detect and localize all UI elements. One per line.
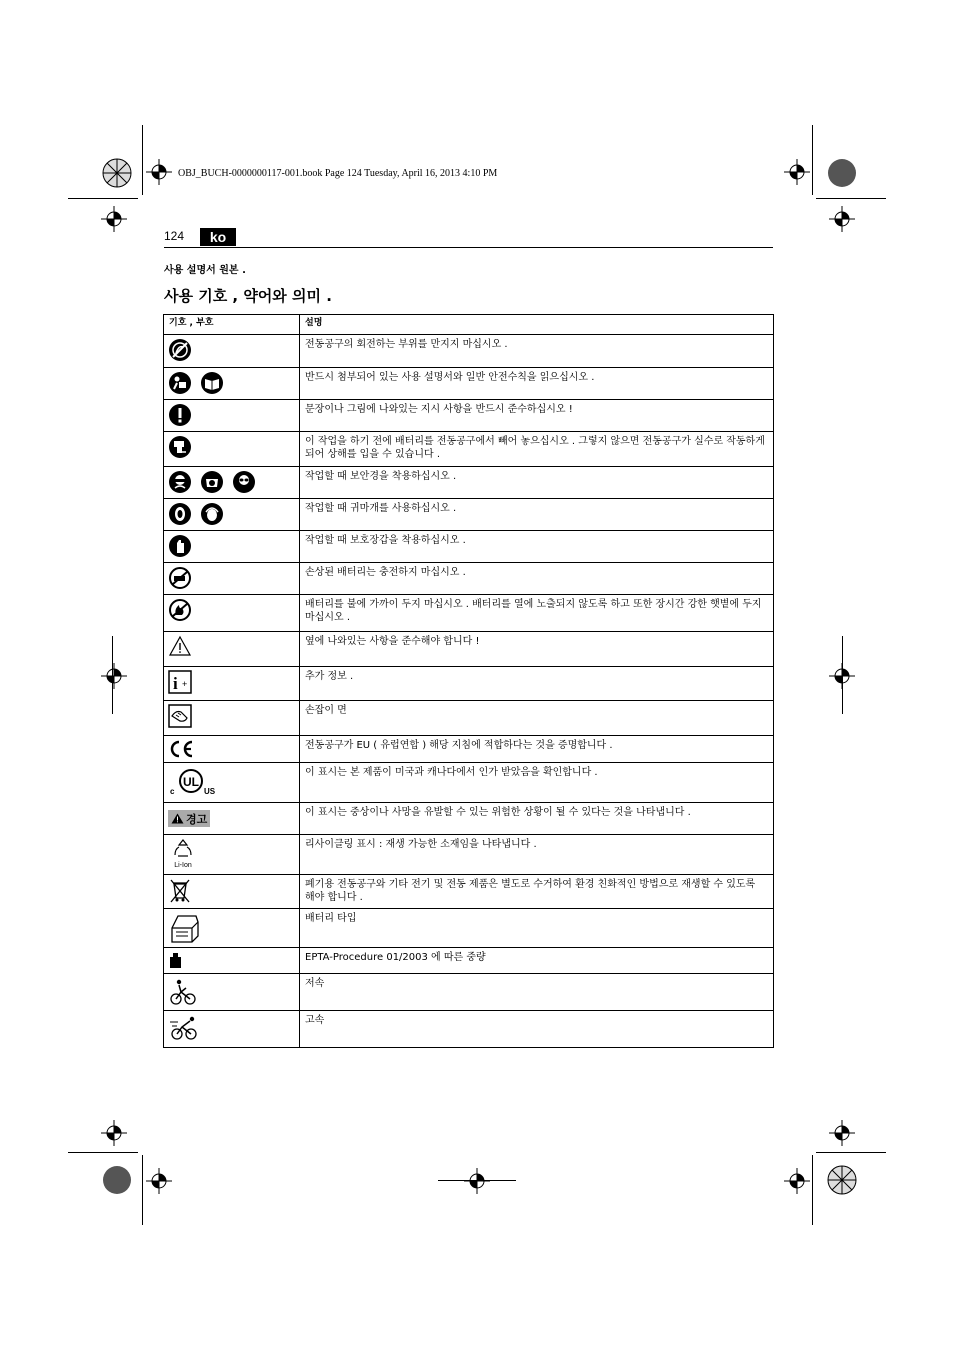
language-badge: ko xyxy=(200,228,236,246)
row-description: 전동공구가 EU ( 유럽연합 ) 해당 지침에 적합하다는 것을 증명합니다 . xyxy=(300,736,774,763)
color-bar-wheel-icon xyxy=(100,156,134,190)
recycling-li-ion-icon xyxy=(168,838,198,870)
low-speed-bicycle-icon xyxy=(168,977,198,1007)
manual-book-icon xyxy=(200,371,224,395)
crosshair-icon xyxy=(144,157,174,187)
header-rule xyxy=(164,247,773,248)
row-description: EPTA-Procedure 01/2003 에 따른 중량 xyxy=(300,948,774,974)
table-header-row xyxy=(164,315,774,335)
row-description: 손잡이 면 xyxy=(300,701,774,736)
svg-text:UL: UL xyxy=(183,775,199,789)
ear-protection-icon xyxy=(168,502,192,526)
weee-bin-icon xyxy=(168,878,192,904)
grip-surface-icon xyxy=(168,704,192,728)
crop-line xyxy=(112,636,113,714)
crop-line xyxy=(842,636,843,714)
row-description: 손상된 배터리는 충전하지 마십시오 . xyxy=(300,563,774,595)
section-title: 사용 기호 , 약어와 의미 . xyxy=(164,287,332,305)
symbols-table xyxy=(163,314,774,1048)
battery-pack-icon xyxy=(168,912,202,944)
crop-line xyxy=(816,198,886,199)
crosshair-icon xyxy=(99,661,129,691)
table-row xyxy=(164,763,774,803)
table-row xyxy=(164,948,774,974)
crop-line xyxy=(438,1180,516,1181)
safety-goggles-icon xyxy=(168,470,192,494)
row-description: 문장이나 그림에 나와있는 지시 사항을 반드시 준수하십시오 ! xyxy=(300,400,774,432)
read-manual-icon xyxy=(168,371,192,395)
crop-line xyxy=(68,198,138,199)
crop-line xyxy=(812,125,813,195)
no-charge-damaged-battery-icon xyxy=(168,566,192,590)
header-description: 설명 xyxy=(300,315,774,335)
face-shield-icon xyxy=(200,470,224,494)
warning-label-icon xyxy=(168,810,210,827)
warning-label-text: 경고 xyxy=(186,812,208,826)
crosshair-icon xyxy=(144,1166,174,1196)
crop-line xyxy=(142,125,143,195)
table-row xyxy=(164,499,774,531)
table-row xyxy=(164,875,774,909)
cul-us-mark-icon xyxy=(168,766,216,798)
row-description: 배터리 타입 xyxy=(300,909,774,948)
crosshair-icon xyxy=(462,1166,492,1196)
svg-text:+: + xyxy=(182,679,188,689)
no-fire-heat-icon xyxy=(168,598,192,622)
crosshair-icon xyxy=(99,204,129,234)
row-description: 이 표시는 본 제품이 미국과 캐나다에서 인가 받았음을 확인합니다 . xyxy=(300,763,774,803)
header-symbol: 기호 , 부호 xyxy=(164,315,300,335)
row-description: 반드시 첨부되어 있는 사용 설명서와 일반 안전수칙을 읽으십시오 . xyxy=(300,368,774,400)
warning-triangle-small-icon xyxy=(171,813,184,824)
protective-gloves-icon xyxy=(168,534,192,558)
table-row xyxy=(164,632,774,667)
print-info: OBJ_BUCH-0000000117-001.book Page 124 Tuesday, April 16, 2013 4:10 PM xyxy=(178,168,498,179)
crop-line xyxy=(816,1152,886,1153)
li-ion-label: Li-Ion xyxy=(174,862,192,869)
crop-line xyxy=(142,1155,143,1225)
table-row xyxy=(164,803,774,835)
row-description: 저속 xyxy=(300,974,774,1011)
color-bar-wheel-icon xyxy=(825,1163,859,1197)
info-icon xyxy=(168,670,192,694)
ear-muffs-icon xyxy=(200,502,224,526)
svg-text:c: c xyxy=(170,787,175,796)
row-description: 옆에 나와있는 사항을 준수해야 합니다 ! xyxy=(300,632,774,667)
table-row xyxy=(164,736,774,763)
crosshair-icon xyxy=(827,204,857,234)
row-description: 이 표시는 중상이나 사망을 유발할 수 있는 위험한 상황이 될 수 있다는 것을 나타냅니다 . xyxy=(300,803,774,835)
remove-battery-icon xyxy=(168,435,192,459)
table-row xyxy=(164,400,774,432)
table-row xyxy=(164,335,774,368)
table-row xyxy=(164,835,774,875)
recycling-arrows-icon xyxy=(172,838,194,858)
row-description: 이 작업을 하기 전에 배터리를 전동공구에서 빼어 놓으십시오 . 그렇지 않으면 전동공구가 실수로 작동하게 되어 상해를 입을 수 있습니다 . xyxy=(300,432,774,467)
table-row xyxy=(164,974,774,1011)
table-row xyxy=(164,531,774,563)
crop-line xyxy=(812,1155,813,1225)
crosshair-icon xyxy=(782,157,812,187)
svg-text:i: i xyxy=(173,674,178,693)
gray-density-circle-icon xyxy=(100,1163,134,1197)
row-description: 작업할 때 귀마개를 사용하십시오 . xyxy=(300,499,774,531)
row-description: 리사이클링 표시 : 재생 가능한 소재임을 나타냅니다 . xyxy=(300,835,774,875)
crop-line xyxy=(68,1152,138,1153)
row-description: 작업할 때 보안경을 착용하십시오 . xyxy=(300,467,774,499)
table-row xyxy=(164,368,774,400)
table-row xyxy=(164,1011,774,1048)
row-description: 전동공구의 회전하는 부위를 만지지 마십시오 . xyxy=(300,335,774,368)
row-description: 추가 정보 . xyxy=(300,667,774,701)
table-row xyxy=(164,667,774,701)
table-row xyxy=(164,595,774,632)
crosshair-icon xyxy=(782,1166,812,1196)
table-row xyxy=(164,909,774,948)
table-row xyxy=(164,701,774,736)
original-note: 사용 설명서 원본 . xyxy=(164,265,246,276)
row-description: 배터리를 불에 가까이 두지 마십시오 . 배터리를 열에 노출되지 않도록 하고 또한 장시간 강한 햇볕에 두지 마십시오 . xyxy=(300,595,774,632)
table-row xyxy=(164,432,774,467)
crosshair-icon xyxy=(827,1118,857,1148)
row-description: 고속 xyxy=(300,1011,774,1048)
crosshair-icon xyxy=(99,1118,129,1148)
warning-triangle-icon xyxy=(168,635,192,657)
ce-mark-icon xyxy=(168,739,196,759)
page-number: 124 xyxy=(164,229,185,243)
table-row xyxy=(164,467,774,499)
table-row xyxy=(164,563,774,595)
safety-glasses-icon xyxy=(232,470,256,494)
row-description: 작업할 때 보호장갑을 착용하십시오 . xyxy=(300,531,774,563)
no-touch-rotating-icon xyxy=(168,338,192,362)
weight-icon xyxy=(168,951,184,969)
exclamation-icon xyxy=(168,403,192,427)
svg-text:US: US xyxy=(204,787,216,796)
gray-density-circle-icon xyxy=(825,156,859,190)
high-speed-bicycle-icon xyxy=(168,1014,202,1042)
row-description: 폐기용 전동공구와 기타 전기 및 전동 제품은 별도로 수거하여 환경 친화적인 방법으로 재생할 수 있도록 해야 합니다 . xyxy=(300,875,774,909)
